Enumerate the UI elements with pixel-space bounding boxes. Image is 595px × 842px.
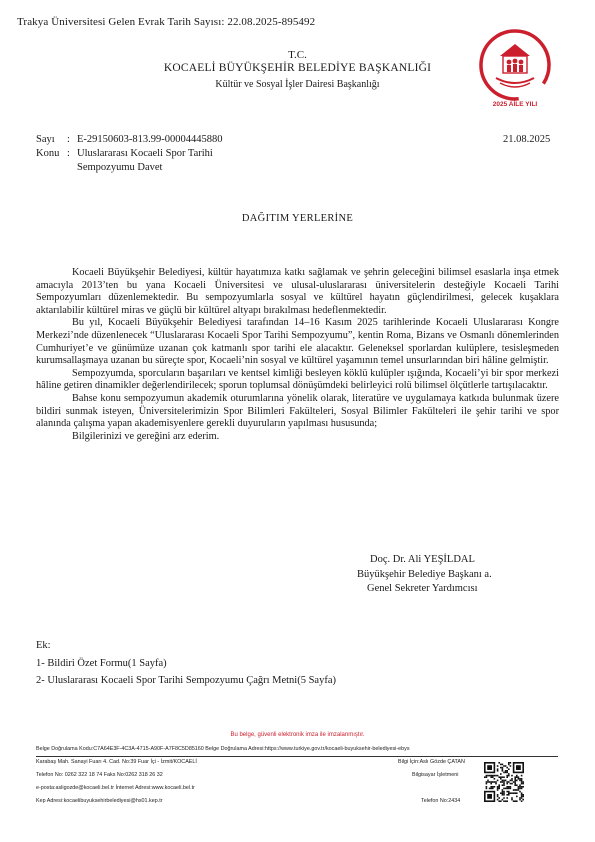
- attachments-block: [36, 637, 336, 690]
- family-year-logo: [470, 28, 560, 110]
- verification-line: Belge Doğrulama Kodu:C7A64E3F-4C3A-4715-A90F-A7F8C5D85160 Belge Doğrulama Adresi:https://www.turkiye.gov.tr/kocaeli-buyuksehir-belediyesi-ebys: [36, 746, 410, 752]
- konu-label: Konu: [36, 148, 60, 159]
- header-institution: KOCAELİ BÜYÜKŞEHİR BELEDİYE BAŞKANLIĞI: [163, 62, 432, 74]
- sayi-label: Sayı: [36, 134, 55, 145]
- qr-code-icon: [484, 762, 524, 802]
- closing-line: Bilgilerinizi ve gereğini arz ederim.: [72, 430, 220, 442]
- footer-phone-fax: Telefon No: 0262 322 18 74 Faks No:0262 318 26 32: [36, 772, 163, 778]
- attachments-label: Ek:: [36, 640, 51, 651]
- incoming-document-stamp: Trakya Üniversitesi Gelen Evrak Tarih Sayısı: 22.08.2025-895492: [17, 16, 316, 28]
- sayi-colon: :: [67, 134, 70, 145]
- footer-divider: [36, 756, 558, 757]
- verification-qr-code[interactable]: [484, 762, 524, 802]
- signature-block: [357, 553, 492, 597]
- body-paragraph: Kocaeli Büyükşehir Belediyesi, kültür hayatımıza katkı sağlamak ve şehrin geleceğini bilimsel esaslarla inşa etmek amacıyla 2013’ten bu yana Kocaeli Üniversitesi ve ulusal-uluslararası üniversitelerin desteğiyle Kocaeli Tarihi Sempozyumları düzenlemektedir. Bu sempozyumlarla sosyal ve kültürel hayatın güçlendirilmesi, gelecek kuşaklara aktarılabilir kültürel miras ve güçlü bir kültürel altyapı bırakılması hedeflenmektedir.: [36, 267, 559, 316]
- body-paragraph: Bahse konu sempozyumun akademik oturumlarına yönelik olarak, literatüre ve uygulamaya katkıda bulunmak üzere bildiri sunmak isteyen, Üniversitelerimizin Spor Bilimleri Fakülteleri, Sosyal Bilimler Fakülteleri ile şehir tarihi ve spor alanında çalışma yapan akademisyenlere gerekli duyuruların yapılması hususunda;: [36, 392, 559, 430]
- konu-value-line1: Uluslararası Kocaeli Spor Tarihi: [77, 148, 213, 159]
- esignature-note: Bu belge, güvenli elektronik imza ile imzalanmıştır.: [230, 732, 365, 738]
- konu-colon: :: [67, 148, 70, 159]
- attachment-item: 1- Bildiri Özet Formu(1 Sayfa): [36, 657, 167, 669]
- family-year-emblem-icon: [470, 28, 560, 102]
- sayi-value: E-29150603-813.99-00004445880: [77, 134, 223, 145]
- footer-email-web: e-posta:asligozde@kocaeli.bel.tr İnternet Adresi:www.kocaeli.bel.tr: [36, 785, 195, 791]
- info-role: Bilgisayar İşletmeni: [412, 772, 459, 778]
- body-paragraph: Sempozyumda, sporcuların başarıları ve kentsel kimliği besleyen köklü kulüpler ışığında, Kocaeli’yi bir spor merkezi hâline getiren dinamikler değerlendirilecek; sporun toplumsal dönüşümdeki belirleyici rolü bilimsel ölçütlerle tartışılacaktır.: [36, 367, 559, 392]
- signatory-name: Doç. Dr. Ali YEŞİLDAL: [370, 554, 475, 565]
- attachment-item: 2- Uluslararası Kocaeli Spor Tarihi Sempozyumu Çağrı Metni(5 Sayfa): [36, 675, 336, 686]
- info-contact: Bilgi İçin:Aslı Gözde ÇATAN: [398, 759, 465, 765]
- signatory-subtitle: Genel Sekreter Yardımcısı: [367, 583, 478, 594]
- document-date: 21.08.2025: [503, 134, 551, 145]
- footer-kep: Kep Adresi:kocaelibuyuksehirbelediyesi@hs01.kep.tr: [36, 798, 163, 804]
- header-department: Kültür ve Sosyal İşler Dairesi Başkanlığı: [215, 79, 380, 90]
- info-phone: Telefon No:2434: [421, 798, 461, 804]
- footer-address: Karabaş Mah. Sanayi Fuarı 4. Cad. No:39 Fuar İçi - İzmit/KOCAELİ: [36, 759, 197, 765]
- recipient-line: DAĞITIM YERLERİNE: [241, 213, 354, 224]
- header-tc: T.C.: [288, 49, 307, 61]
- family-year-caption: 2025 AİLE YILI: [492, 101, 538, 108]
- signatory-title: Büyükşehir Belediye Başkanı a.: [357, 568, 492, 580]
- konu-value-line2: Sempozyumu Davet: [77, 162, 163, 173]
- letter-body: [36, 267, 559, 443]
- body-paragraph: Bu yıl, Kocaeli Büyükşehir Belediyesi tarafından 14–16 Kasım 2025 tarihlerinde Kocaeli Uluslararası Kongre Merkezi’nde düzenlenecek “Uluslararası Kocaeli Spor Tarihi Sempozyumu”, kentin Roma, Bizans ve Osmanlı dönemlerinden Cumhuriyet’e ve günümüze uzanan çok katmanlı spor tarihi ele alacaktır. Geleneksel sporlardan kulüplere, tesisleşmeden kurumsallaşmaya uzanan bu süreçte spor, Kocaeli’nin sosyal ve kültürel yaşamının temel unsurlarından biri hâline gelmiştir.: [36, 317, 559, 367]
